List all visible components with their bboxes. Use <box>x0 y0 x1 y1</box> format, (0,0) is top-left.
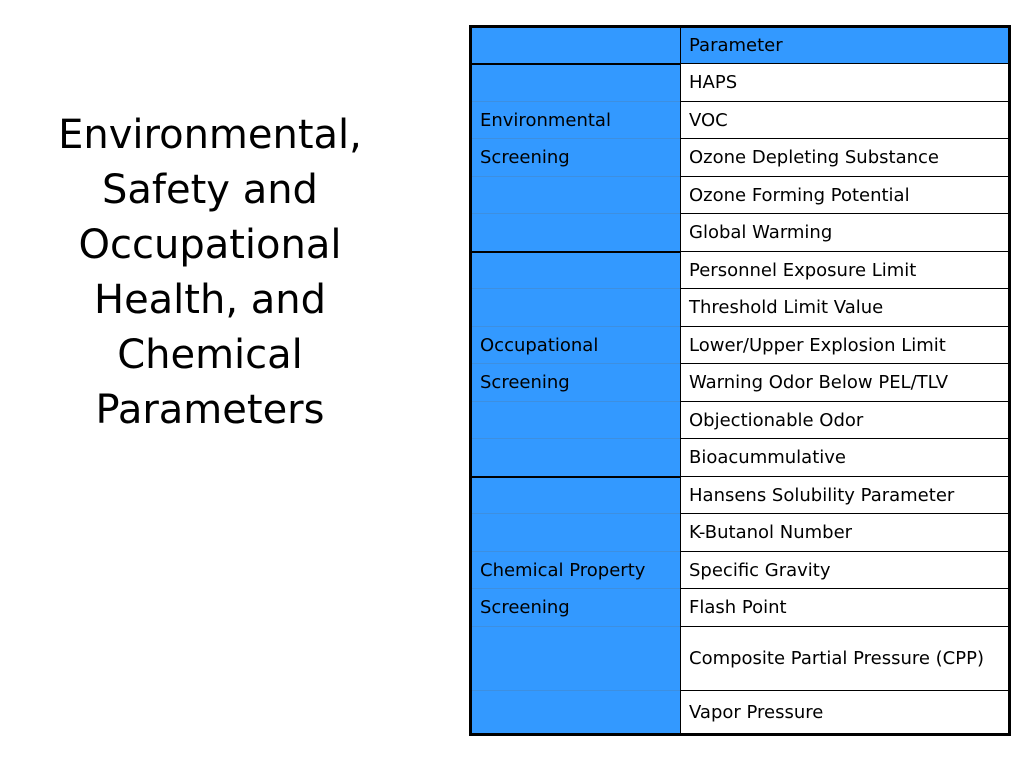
table-row <box>471 439 1010 477</box>
table-row <box>471 589 1010 627</box>
category-label-cell: Environmental <box>471 102 681 139</box>
category-cell <box>471 402 681 439</box>
parameter-cell: Vapor Pressure <box>681 691 1010 735</box>
category-cell <box>471 64 681 102</box>
table-row <box>471 477 1010 514</box>
table-row <box>471 102 1010 139</box>
parameter-cell: Lower/Upper Explosion Limit <box>681 327 1010 364</box>
parameter-cell: K-Butanol Number <box>681 514 1010 552</box>
parameter-cell: Objectionable Odor <box>681 402 1010 439</box>
parameter-cell: HAPS <box>681 64 1010 102</box>
parameter-cell: Ozone Forming Potential <box>681 177 1010 214</box>
category-cell <box>471 289 681 327</box>
table-row <box>471 514 1010 552</box>
category-cell <box>471 177 681 214</box>
table-row <box>471 691 1010 735</box>
parameter-cell: Specific Gravity <box>681 552 1010 589</box>
parameter-cell: Bioacummulative <box>681 439 1010 477</box>
title-line: Environmental, <box>58 112 362 158</box>
category-label-cell: Screening <box>471 364 681 402</box>
table-row <box>471 177 1010 214</box>
category-label-cell: Occupational <box>471 327 681 364</box>
parameter-cell: Personnel Exposure Limit <box>681 252 1010 289</box>
parameter-cell: VOC <box>681 102 1010 139</box>
category-cell <box>471 477 681 514</box>
parameter-cell: Global Warming <box>681 214 1010 252</box>
category-label-cell: Chemical Property <box>471 552 681 589</box>
parameter-cell: Flash Point <box>681 589 1010 627</box>
table-row <box>471 402 1010 439</box>
parameter-cell: Ozone Depleting Substance <box>681 139 1010 177</box>
title-line: Parameters <box>95 387 325 433</box>
parameter-cell: Hansens Solubility Parameter <box>681 477 1010 514</box>
header-parameter-cell: Parameter <box>681 27 1010 64</box>
category-cell <box>471 252 681 289</box>
parameters-table <box>469 25 1011 736</box>
slide-title <box>30 108 390 438</box>
header-category-cell <box>471 27 681 64</box>
title-line: Chemical <box>117 332 303 378</box>
category-label-cell: Screening <box>471 139 681 177</box>
title-line: Occupational <box>78 222 342 268</box>
parameter-cell: Threshold Limit Value <box>681 289 1010 327</box>
category-cell <box>471 214 681 252</box>
table-row <box>471 364 1010 402</box>
category-cell <box>471 627 681 691</box>
category-cell <box>471 514 681 552</box>
table-row <box>471 139 1010 177</box>
category-cell <box>471 439 681 477</box>
parameter-cell: Composite Partial Pressure (CPP) <box>681 627 1010 691</box>
table-header-row <box>471 27 1010 64</box>
category-cell <box>471 691 681 735</box>
parameter-cell: Warning Odor Below PEL/TLV <box>681 364 1010 402</box>
table-row <box>471 627 1010 691</box>
table-row <box>471 64 1010 102</box>
category-label-cell: Screening <box>471 589 681 627</box>
table-row <box>471 214 1010 252</box>
title-line: Safety and <box>102 167 318 213</box>
table-row <box>471 552 1010 589</box>
table-row <box>471 289 1010 327</box>
title-line: Health, and <box>93 277 327 323</box>
table-row <box>471 252 1010 289</box>
table-row <box>471 327 1010 364</box>
